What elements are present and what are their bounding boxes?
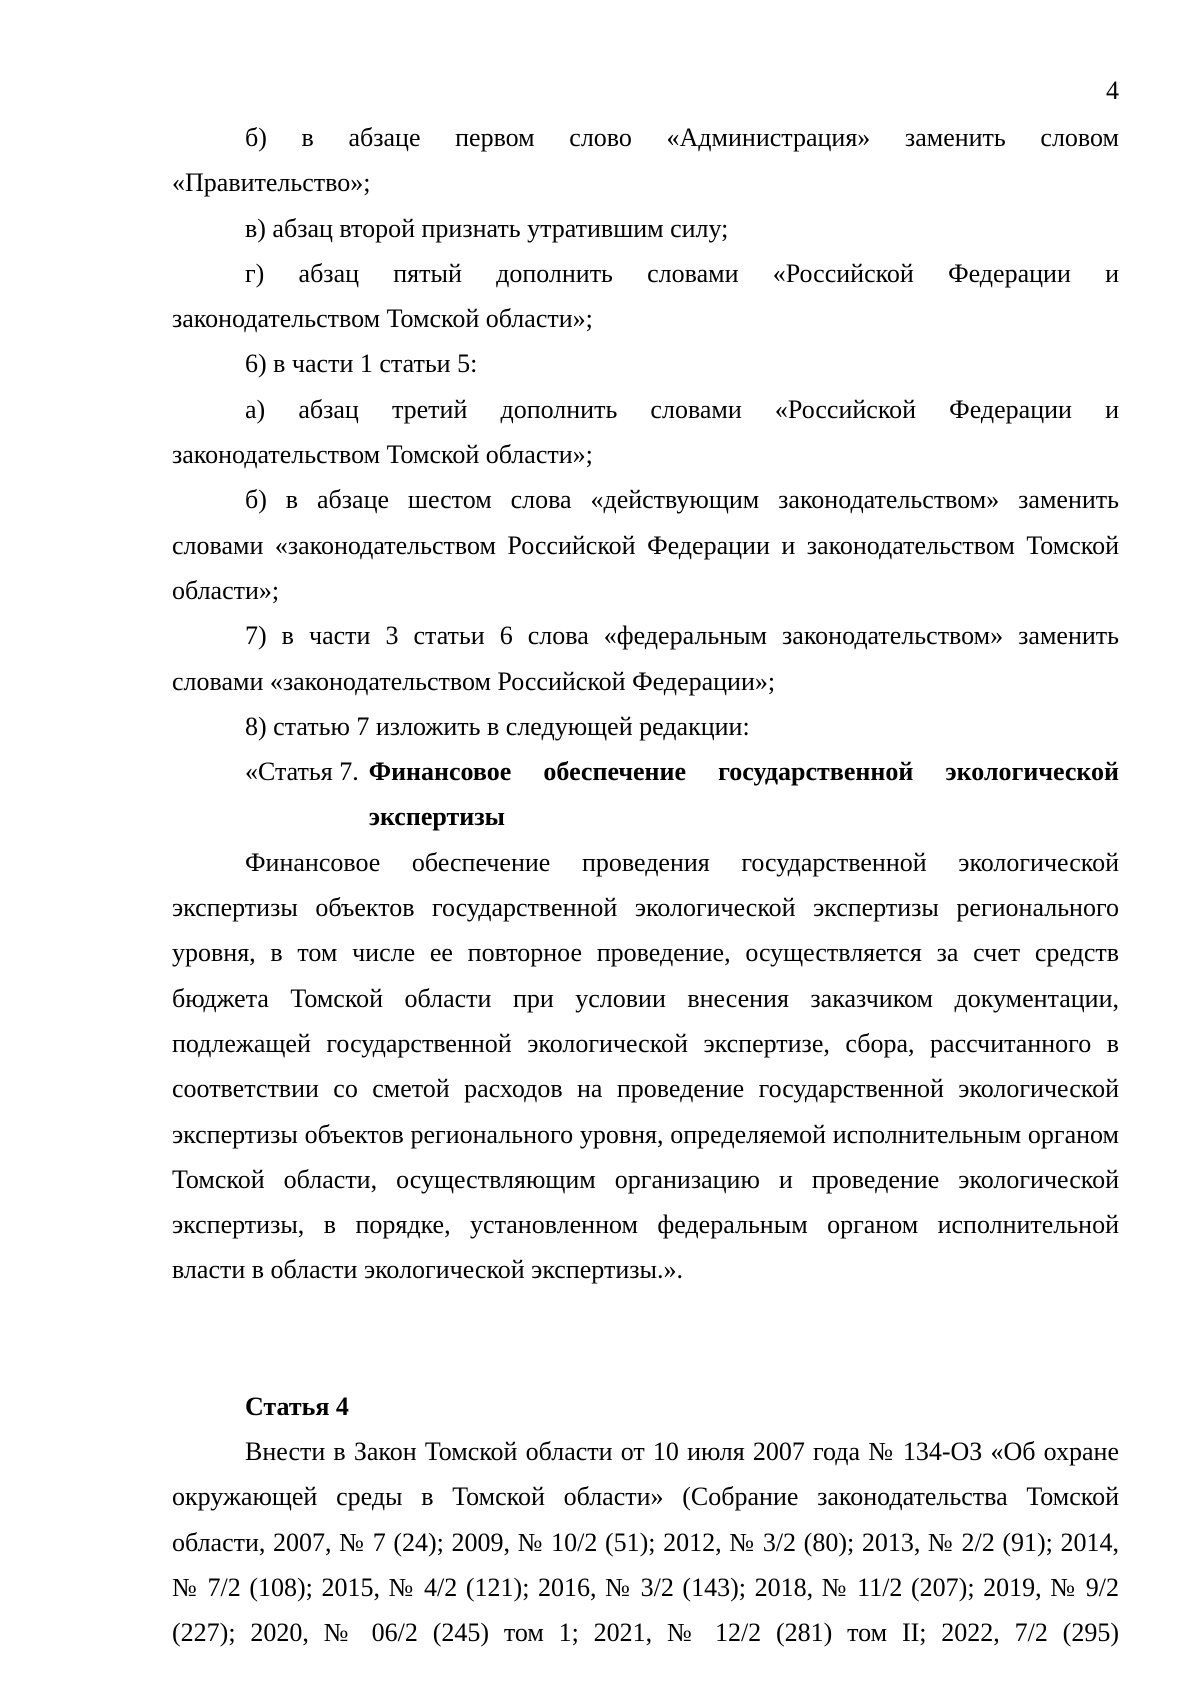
article-4-text: Внести в Закон Томской области от 10 июля 2007 года № 134-ОЗ «Об охране окружающей среды в Томской области» (Собрание законодательства Томской области, 2007, № 7 (24); 2009, № 10/2 (51); 2012, № 3/2 (80); 2013, № 2/2 (91); 2014, № 7/2 (108); 2015, № 4/2 (121); 2016, № 3/2 (143); 2018, № 11/2 (207); 2019, № 9/2 (227); 2020, № 06/2 (245) том 1; 2021, № 12/2 (281) том II; 2022, 7/2 (295) xyxy=(172,1437,1119,1648)
paragraph-item-8: 8) статью 7 изложить в следующей редакции: xyxy=(245,711,750,741)
section-spacer xyxy=(172,1293,1119,1384)
paragraph-amend-g: г) абзац пятый дополнить словами «Российской Федерации и законодательством Томской области»; xyxy=(172,258,1119,334)
article-7-title-line1: Финансовое обеспечение государственной экологической xyxy=(368,757,1119,787)
paragraph-amend-b-first: б) в абзаце первом слово «Администрация» заменить словом «Правительство»; xyxy=(172,123,1119,198)
paragraph-item-6: 6) в части 1 статьи 5: xyxy=(245,349,478,379)
article-7-text: Финансовое обеспечение проведения государственной экологической экспертизы объектов государственной экологической экспертизы регионального уровня, в том числе ее повторное проведение, осуществляется за счет средств бюджета Томской области при условии внесения заказчиком документации, подлежащей государственной экологической экспертизе, сбора, рассчитанного в соответствии со сметой расходов на проведение государственной экологической экспертизы объектов регионального уровня, определяемой исполнительным органом Томской области, осуществляющим организацию и проведение экологической экспертизы, в порядке, установленном федеральным органом исполнительной власти в области экологической экспертизы.». xyxy=(172,847,1119,1285)
paragraph-amend-b-second: б) в абзаце шестом слова «действующим законодательством» заменить словами «законодательством Российской Федерации и законодательством Томской области»; xyxy=(172,485,1119,605)
article-4-heading: Статья 4 xyxy=(245,1391,349,1421)
article-7-title xyxy=(369,749,1119,840)
document-body xyxy=(172,115,1119,1656)
article-7-heading xyxy=(172,749,1119,840)
paragraph-amend-a: а) абзац третий дополнить словами «Российской Федерации и законодательством Томской области»; xyxy=(172,394,1119,470)
article-7-prefix: «Статья 7. xyxy=(245,757,359,787)
paragraph-item-7: 7) в части 3 статьи 6 слова «федеральным законодательством» заменить словами «законодательством Российской Федерации»; xyxy=(172,621,1119,696)
page-number: 4 xyxy=(1106,76,1119,105)
paragraph-amend-v: в) абзац второй признать утратившим силу; xyxy=(245,213,729,243)
article-7-title-line2: экспертизы xyxy=(368,802,505,832)
